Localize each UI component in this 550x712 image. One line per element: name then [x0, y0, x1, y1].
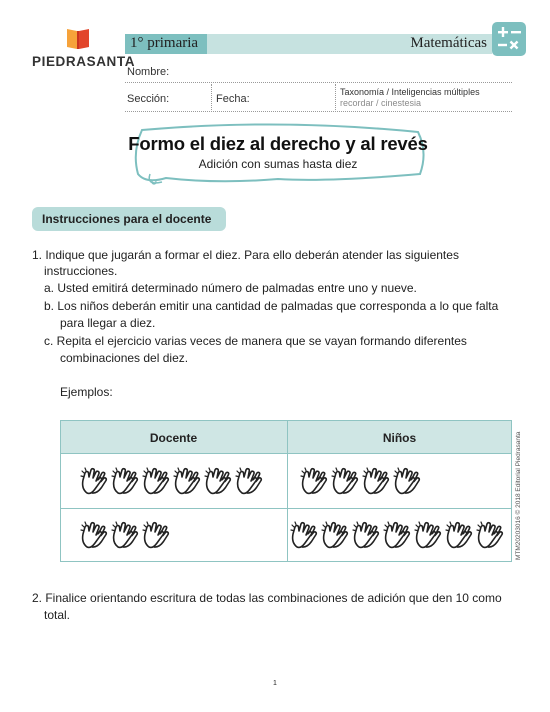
section-label: Sección: [127, 93, 170, 105]
table-header-docente: Docente [149, 431, 198, 445]
title-bubble [128, 122, 428, 188]
clapping-hands-icon [290, 520, 318, 550]
row-2-ninos-claps [290, 520, 504, 550]
section-line [125, 111, 512, 112]
instruction-1-line-2: instrucciones. [44, 264, 118, 278]
clapping-hands-icon [142, 466, 170, 496]
clapping-hands-icon [352, 520, 380, 550]
clapping-hands-icon [80, 466, 108, 496]
instruction-b-line-1: b. Los niños deberán emitir una cantidad de palmadas que corresponda a lo que falta [44, 299, 499, 313]
examples-label: Ejemplos: [60, 385, 113, 399]
clapping-hands-icon [204, 466, 232, 496]
name-line[interactable] [125, 82, 512, 83]
instruction-2-line-1: 2. Finalice orientando escritura de todas las combinaciones de adición que den 10 como [32, 591, 502, 605]
instruction-c-line-2: combinaciones del diez. [60, 351, 189, 365]
brand-name: PIEDRASANTA [32, 54, 136, 69]
copyright-note: MTM20203016 © 2018 Editorial Piedrasanta [515, 431, 522, 560]
clapping-hands-icon [476, 520, 504, 550]
clapping-hands-icon [331, 466, 359, 496]
clapping-hands-icon [173, 466, 201, 496]
instruction-c-line-1: c. Repita el ejercicio varias veces de manera que se vayan formando diferentes [44, 334, 467, 348]
instruction-1-line-1: 1. Indique que jugarán a formar el diez. Para ello deberán atender las siguientes [32, 248, 459, 262]
page-title: Formo el diez al derecho y al revés [128, 133, 428, 154]
clapping-hands-icon [111, 466, 139, 496]
clapping-hands-icon [445, 520, 473, 550]
divider [335, 84, 336, 110]
table-divider [61, 508, 511, 509]
section-heading: Instrucciones para el docente [42, 212, 212, 226]
clapping-hands-icon [142, 520, 170, 550]
plus-minus-times-icon [492, 22, 526, 56]
taxonomy-value: recordar / cinestesia [340, 98, 422, 108]
page-subtitle: Adición con sumas hasta diez [198, 157, 358, 171]
row-2-docente-claps [80, 520, 170, 550]
clapping-hands-icon [393, 466, 421, 496]
name-label: Nombre: [127, 66, 170, 78]
date-label: Fecha: [216, 93, 250, 105]
clapping-hands-icon [362, 466, 390, 496]
clapping-hands-icon [321, 520, 349, 550]
instruction-a: a. Usted emitirá determinado número de palmadas entre uno y nueve. [44, 281, 417, 295]
page-number: 1 [273, 680, 277, 687]
clapping-hands-icon [80, 520, 108, 550]
clapping-hands-icon [111, 520, 139, 550]
clapping-hands-icon [414, 520, 442, 550]
taxonomy-label: Taxonomía / Inteligencias múltiples [340, 87, 480, 97]
instruction-b-line-2: para llegar a diez. [60, 316, 156, 330]
table-header-ninos: Niños [382, 431, 417, 445]
clapping-hands-icon [235, 466, 263, 496]
divider [211, 84, 212, 110]
grade-label: 1° primaria [130, 35, 199, 51]
instruction-2-line-2: total. [44, 608, 71, 622]
clapping-hands-icon [300, 466, 328, 496]
row-1-docente-claps [80, 466, 263, 496]
table-divider [61, 453, 511, 454]
row-1-ninos-claps [300, 466, 421, 496]
piedrasanta-logo-icon [64, 27, 92, 51]
subject-label: Matemáticas [410, 35, 487, 51]
clapping-hands-icon [383, 520, 411, 550]
